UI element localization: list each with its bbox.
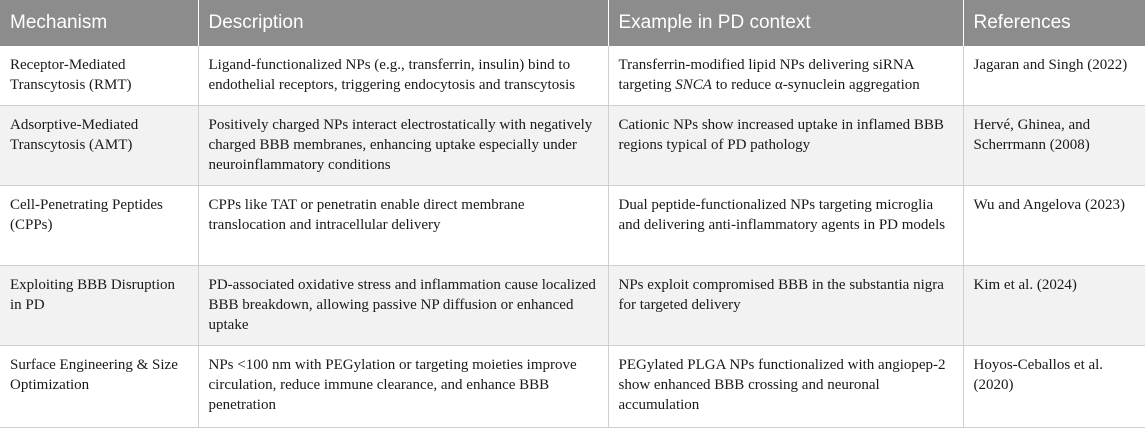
cell-reference: Wu and Angelova (2023) (963, 185, 1145, 265)
gene-name: SNCA (675, 77, 712, 93)
cell-description: NPs <100 nm with PEGylation or targeting moieties improve circulation, reduce immune clearance, and enhance BBB penetration (198, 345, 608, 427)
table-header (0, 0, 1145, 46)
header-description: Description (198, 0, 608, 46)
example-text: Transferrin-modified lipid NPs delivering siRNA targeting (618, 57, 914, 93)
example-text-end: to reduce α-synuclein aggregation (711, 77, 920, 93)
header-example: Example in PD context (608, 0, 963, 46)
cell-reference: Jagaran and Singh (2022) (963, 46, 1145, 105)
cell-mechanism: Cell-Penetrating Peptides (CPPs) (0, 185, 198, 265)
cell-example: NPs exploit compromised BBB in the substantia nigra for targeted delivery (608, 265, 963, 345)
table-row (0, 345, 1145, 427)
cell-description: CPPs like TAT or penetratin enable direct membrane translocation and intracellular delivery (198, 185, 608, 265)
header-row (0, 0, 1145, 46)
cell-example (608, 46, 963, 105)
cell-description: Positively charged NPs interact electrostatically with negatively charged BBB membranes, enhancing uptake especially under neuroinflammatory conditions (198, 105, 608, 185)
cell-example: PEGylated PLGA NPs functionalized with angiopep-2 show enhanced BBB crossing and neuronal accumulation (608, 345, 963, 427)
cell-mechanism: Exploiting BBB Disruption in PD (0, 265, 198, 345)
header-references: References (963, 0, 1145, 46)
cell-mechanism: Surface Engineering & Size Optimization (0, 345, 198, 427)
table-row (0, 105, 1145, 185)
cell-example: Dual peptide-functionalized NPs targeting microglia and delivering anti-inflammatory agents in PD models (608, 185, 963, 265)
cell-description: PD-associated oxidative stress and inflammation cause localized BBB breakdown, allowing passive NP diffusion or enhanced uptake (198, 265, 608, 345)
cell-mechanism: Adsorptive-Mediated Transcytosis (AMT) (0, 105, 198, 185)
table-row (0, 46, 1145, 105)
header-mechanism: Mechanism (0, 0, 198, 46)
cell-example: Cationic NPs show increased uptake in inflamed BBB regions typical of PD pathology (608, 105, 963, 185)
cell-reference: Kim et al. (2024) (963, 265, 1145, 345)
table-row (0, 185, 1145, 265)
table-row (0, 265, 1145, 345)
cell-description: Ligand-functionalized NPs (e.g., transferrin, insulin) bind to endothelial receptors, triggering endocytosis and transcytosis (198, 46, 608, 105)
table-body (0, 46, 1145, 427)
cell-reference: Hoyos-Ceballos et al. (2020) (963, 345, 1145, 427)
cell-mechanism: Receptor-Mediated Transcytosis (RMT) (0, 46, 198, 105)
cell-reference: Hervé, Ghinea, and Scherrmann (2008) (963, 105, 1145, 185)
